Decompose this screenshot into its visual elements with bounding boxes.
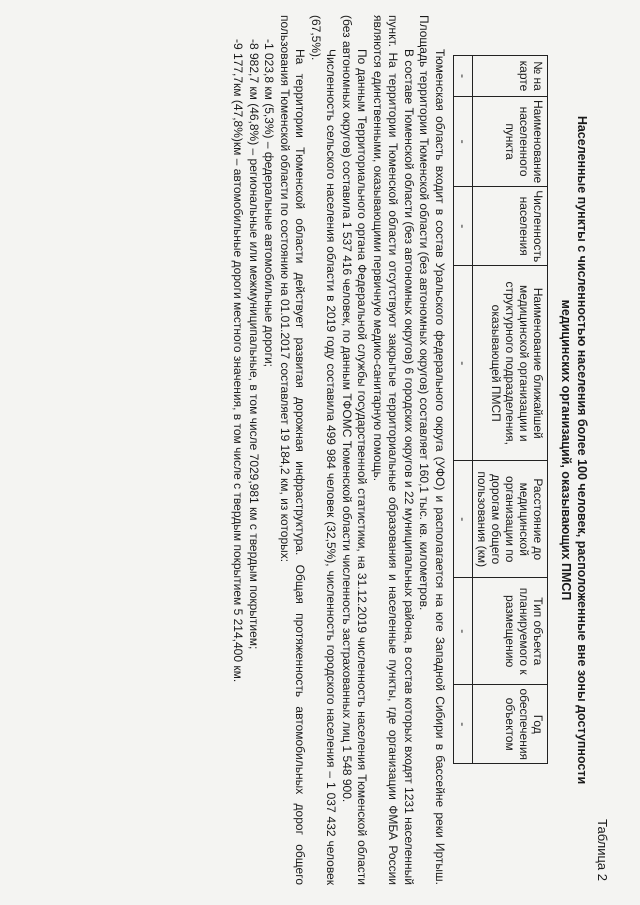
- document-body: [230, 15, 447, 885]
- table-cell: -: [454, 461, 473, 578]
- header-object-type: Тип объекта планируемого к размещению: [473, 578, 548, 685]
- settlements-table: [453, 55, 548, 764]
- table-cell: -: [454, 56, 473, 97]
- paragraph-population-statistics: По данным Территориального органа Федеральной службы государственной статистики, на 31.12.2019 численность населения Тюменской области (без автономных округов) составила 1 537 416 человек, по данным ТФОМС Тюменской области численность застрахованных лиц 1 548 900.: [340, 15, 370, 885]
- paragraph-rural-urban: Численность сельского населения области в 2019 году составила 499 984 человек (32,5%), численность городского населения – 1 037 432 человек (67,5%).: [309, 15, 339, 885]
- table-cell: -: [454, 266, 473, 461]
- table-cell: -: [454, 97, 473, 187]
- header-map-number: № на карте: [473, 56, 548, 97]
- table-cell: -: [454, 685, 473, 764]
- header-year: Год обеспечения объектом: [473, 685, 548, 764]
- header-distance: Расстояние до медицинской организации по дорогам общего пользования (км): [473, 461, 548, 578]
- header-nearest-organization: Наименование ближайшей медицинской организации и структурного подразделения, оказывающей ПМСП: [473, 266, 548, 461]
- header-population: Численность населения: [473, 187, 548, 266]
- document-title: [558, 15, 590, 885]
- paragraph-region-overview: Тюменская область входит в состав Уральского федерального округа (УФО) и располагается на юге Западной Сибири в бассейне реки Иртыш. Площадь территории Тюменской области (без автономных округов) составляет 160,1 тыс. кв. километров.: [417, 15, 447, 885]
- paragraph-administrative-structure: В составе Тюменской области (без автономных округов) 6 городских округов и 22 муниципальных района, в состав которых входят 1231 населенный пункт. На территории Тюменской области отсутствуют закрытые территориальные образования и населенные пункты, где организации ФМБА России являются единственными, оказывающими первичную медико-санитарную помощь.: [371, 15, 416, 885]
- title-line-1: Населенные пункты с численностью населения более 100 человек, расположенные вне зоны доступности: [575, 115, 589, 785]
- paragraph-road-infrastructure: На территории Тюменской области действует развитая дорожная инфраструктура. Общая протяженность автомобильных дорог общего пользования Тюменской области по состоянию на 01.01.2017 составляет 19 184,2 км, из которых:: [278, 15, 308, 885]
- list-item: -9 177,7км (47,8%)км – автомобильные дороги местного значения, в том числе с твердым покрытием 5 214,400 км.: [231, 39, 246, 683]
- list-item: -1 023,8 км (5,3%) – федеральные автомобильные дороги;: [262, 39, 277, 367]
- header-settlement-name: Наименование населенного пункта: [473, 97, 548, 187]
- table-header-row: [473, 56, 548, 764]
- rotated-document-sheet: [50, 15, 610, 885]
- table-cell: -: [454, 187, 473, 266]
- table-row: [454, 56, 473, 764]
- title-line-2: медицинских организаций, оказывающих ПМСП: [559, 299, 573, 601]
- list-item: -8 982,7 км (46,8%) – региональные или межмуниципальные, в том числе 7029,981 км с твердым покрытием;: [247, 39, 261, 650]
- table-cell: -: [454, 578, 473, 685]
- table-number: Таблица 2: [595, 819, 610, 881]
